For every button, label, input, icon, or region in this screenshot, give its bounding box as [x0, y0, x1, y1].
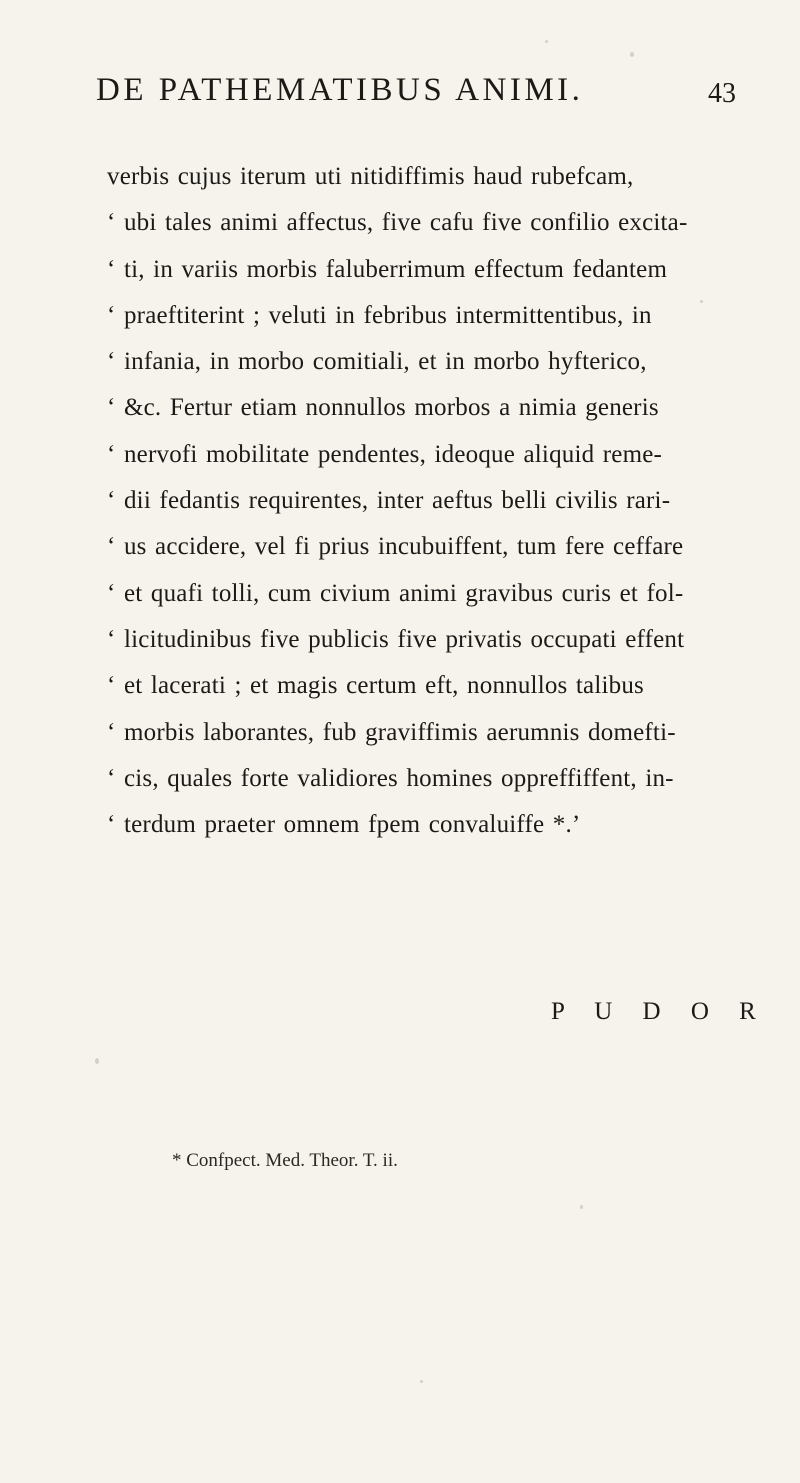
- paper-speck: [95, 1058, 99, 1064]
- text-line: ‘ infania, in morbo comitiali, et in morbo hyfterico,: [107, 348, 647, 376]
- text-line: ‘ praeftiterint ; veluti in febribus intermittentibus, in: [107, 301, 652, 329]
- text-line: ‘ dii fedantis requirentes, inter aeftus belli civilis rari-: [107, 487, 671, 515]
- page-number: 43: [708, 78, 736, 109]
- paper-speck: [420, 1380, 423, 1383]
- running-head-title: DE PATHEMATIBUS ANIMI.: [96, 72, 584, 108]
- paper-speck: [700, 300, 703, 303]
- paper-speck: [545, 40, 548, 43]
- text-line: ‘ morbis laborantes, fub graviffimis aerumnis domefti-: [107, 718, 676, 746]
- text-line: ‘ us accidere, vel fi prius incubuiffent, tum fere ceffare: [107, 533, 684, 561]
- text-line: ‘ ubi tales animi affectus, five cafu five confilio excita-: [107, 209, 688, 237]
- text-line: ‘ nervofi mobilitate pendentes, ideoque aliquid reme-: [107, 440, 663, 468]
- text-line: verbis cujus iterum uti nitidiffimis haud rubefcam,: [107, 163, 634, 190]
- text-line: ‘ ti, in variis morbis faluberrimum effectum fedantem: [107, 255, 668, 283]
- body-text: [107, 154, 747, 848]
- text-line: ‘ et quafi tolli, cum civium animi gravibus curis et fol-: [107, 579, 684, 607]
- footnote: * Confpect. Med. Theor. T. ii.: [172, 1150, 398, 1171]
- paper-speck: [630, 52, 634, 57]
- text-line: ‘ cis, quales forte validiores homines oppreffiffent, in-: [107, 764, 674, 792]
- running-head: [96, 72, 736, 112]
- paper-speck: [580, 1205, 583, 1209]
- text-line: ‘ &c. Fertur etiam nonnullos morbos a nimia generis: [107, 394, 659, 422]
- text-line: ‘ terdum praeter omnem fpem convaluiffe *.’: [107, 811, 581, 839]
- text-line: ‘ et lacerati ; et magis certum eft, nonnullos talibus: [107, 672, 644, 700]
- section-heading: P U D O R: [551, 998, 768, 1025]
- text-line: ‘ licitudinibus five publicis five privatis occupati effent: [107, 625, 685, 653]
